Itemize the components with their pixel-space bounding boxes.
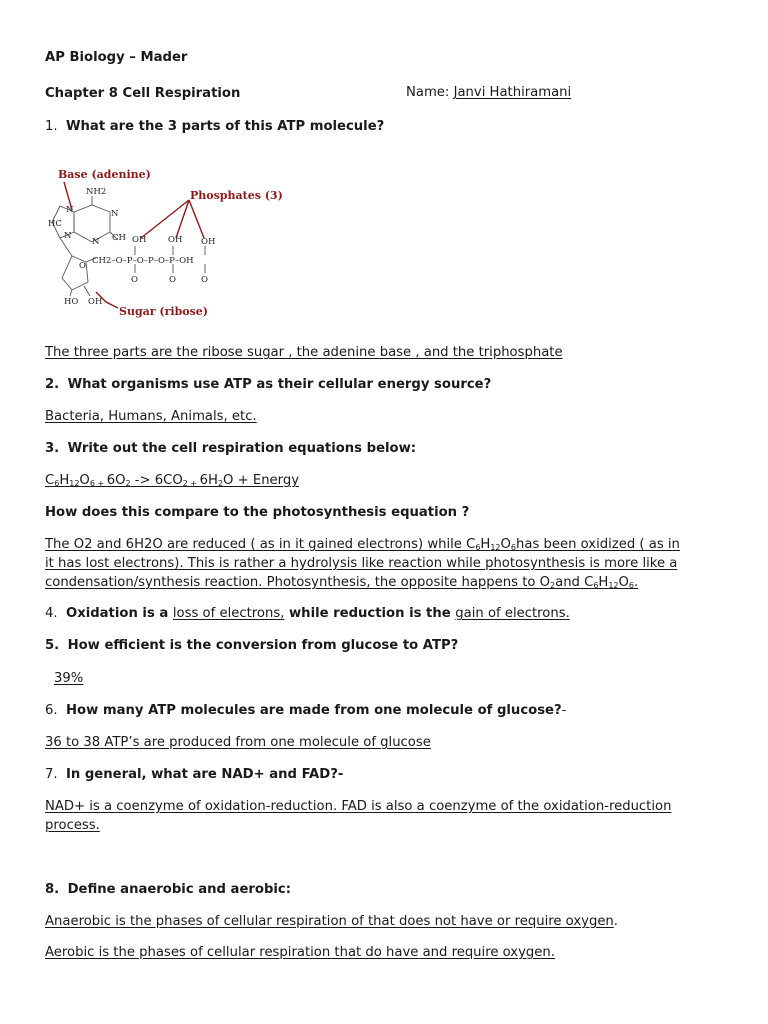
- question-number: 5.: [45, 638, 60, 653]
- question-3: [45, 441, 416, 456]
- question-text: Write out the cell respiration equations below:: [67, 441, 417, 456]
- atom-ho: HO: [64, 297, 79, 307]
- atom-o: O: [131, 275, 138, 285]
- chapter-title: Chapter 8 Cell Respiration: [45, 86, 241, 101]
- answer-anaerobic: Anaerobic is the phases of cellular respiration of that does not have or require oxygen.: [45, 914, 618, 929]
- atom-oh-sugar: OH: [88, 297, 103, 307]
- question-8: [45, 882, 291, 897]
- atom-n: N: [92, 237, 100, 247]
- question-text: In general, what are NAD+ and FAD?-: [65, 767, 344, 782]
- atom-oh: OH: [201, 237, 216, 247]
- question-text-a: Oxidation is a: [65, 606, 173, 621]
- label-sugar: Sugar (ribose): [119, 305, 208, 318]
- atom-oh: OH: [168, 235, 183, 245]
- atom-o-ring: O: [79, 261, 86, 271]
- compare-question: How does this compare to the photosynthesis equation ?: [45, 505, 470, 520]
- question-number: 6.: [45, 703, 58, 718]
- question-text: How efficient is the conversion from glucose to ATP?: [67, 638, 459, 653]
- atom-ch: CH: [112, 233, 126, 243]
- label-base: Base (adenine): [58, 168, 151, 181]
- question-text-b: while reduction is the: [284, 606, 456, 621]
- name-value: Janvi Hathiramani: [453, 85, 572, 100]
- atom-hc: HC: [48, 219, 62, 229]
- question-text: What organisms use ATP as their cellular energy source?: [67, 377, 492, 392]
- atom-n: N: [111, 209, 119, 219]
- compare-answer-line-3: condensation/synthesis reaction. Photosynthesis, the opposite happens to $O_2and$ $C_6H_{12}O_6$.: [45, 575, 639, 590]
- atom-oh: OH: [132, 235, 147, 245]
- atom-n: N: [64, 231, 72, 241]
- compare-answer-line-1: The O2 and 6H2O are reduced ( as in it gained electrons) while $C_6H_{12}O_6has$ been oxidized ( as in: [45, 537, 680, 552]
- question-dash: -: [561, 703, 567, 718]
- answer-6: 36 to 38 ATP’s are produced from one molecule of glucose: [45, 735, 431, 750]
- question-6: [45, 703, 566, 718]
- question-4: [45, 606, 570, 621]
- question-text: Define anaerobic and aerobic:: [67, 882, 292, 897]
- name-label: Name:: [406, 85, 450, 100]
- blank-answer-a: loss of electrons,: [172, 606, 285, 621]
- name-field: [406, 85, 571, 100]
- blank-answer-b: gain of electrons.: [455, 606, 570, 621]
- answer-5: 39%: [54, 671, 84, 686]
- question-text: What are the 3 parts of this ATP molecule?: [65, 119, 385, 134]
- question-number: 3.: [45, 441, 60, 456]
- answer-aerobic: Aerobic is the phases of cellular respiration that do have and require oxygen.: [45, 945, 555, 960]
- question-number: 8.: [45, 882, 60, 897]
- question-number: 4.: [45, 606, 58, 621]
- respiration-equation: $C_6H_{12}O_{6 +}$ $6O_2 -> 6CO_{2 +}$ $6H_2O$ + Energy: [45, 473, 300, 488]
- answer-2: Bacteria, Humans, Animals, etc.: [45, 409, 257, 424]
- course-title: AP Biology – Mader: [45, 50, 188, 65]
- answer-7-line-2: process.: [45, 818, 100, 833]
- question-text: How many ATP molecules are made from one molecule of glucose?: [65, 703, 562, 718]
- question-number: 7.: [45, 767, 58, 782]
- question-1: [45, 119, 384, 134]
- compare-answer-line-2: it has lost electrons). This is rather a hydrolysis like reaction while photosynthesis is more like a: [45, 556, 678, 571]
- question-2: [45, 377, 491, 392]
- question-number: 1.: [45, 119, 58, 134]
- label-phosphates: Phosphates (3): [190, 189, 283, 202]
- atom-nh2: NH2: [86, 187, 107, 197]
- question-7: [45, 767, 343, 782]
- atom-chain: CH2–O–P–O–P–O–P–OH: [92, 256, 194, 266]
- answer-7-line-1: NAD+ is a coenzyme of oxidation-reduction. FAD is also a coenzyme of the oxidation-reduction: [45, 799, 672, 814]
- atp-molecule-diagram: [44, 160, 294, 330]
- atom-o: O: [201, 275, 208, 285]
- question-5: [45, 638, 458, 653]
- atom-o: O: [169, 275, 176, 285]
- atom-n: N: [66, 205, 74, 215]
- answer-1: The three parts are the ribose sugar , the adenine base , and the triphosphate: [45, 345, 563, 360]
- question-number: 2.: [45, 377, 60, 392]
